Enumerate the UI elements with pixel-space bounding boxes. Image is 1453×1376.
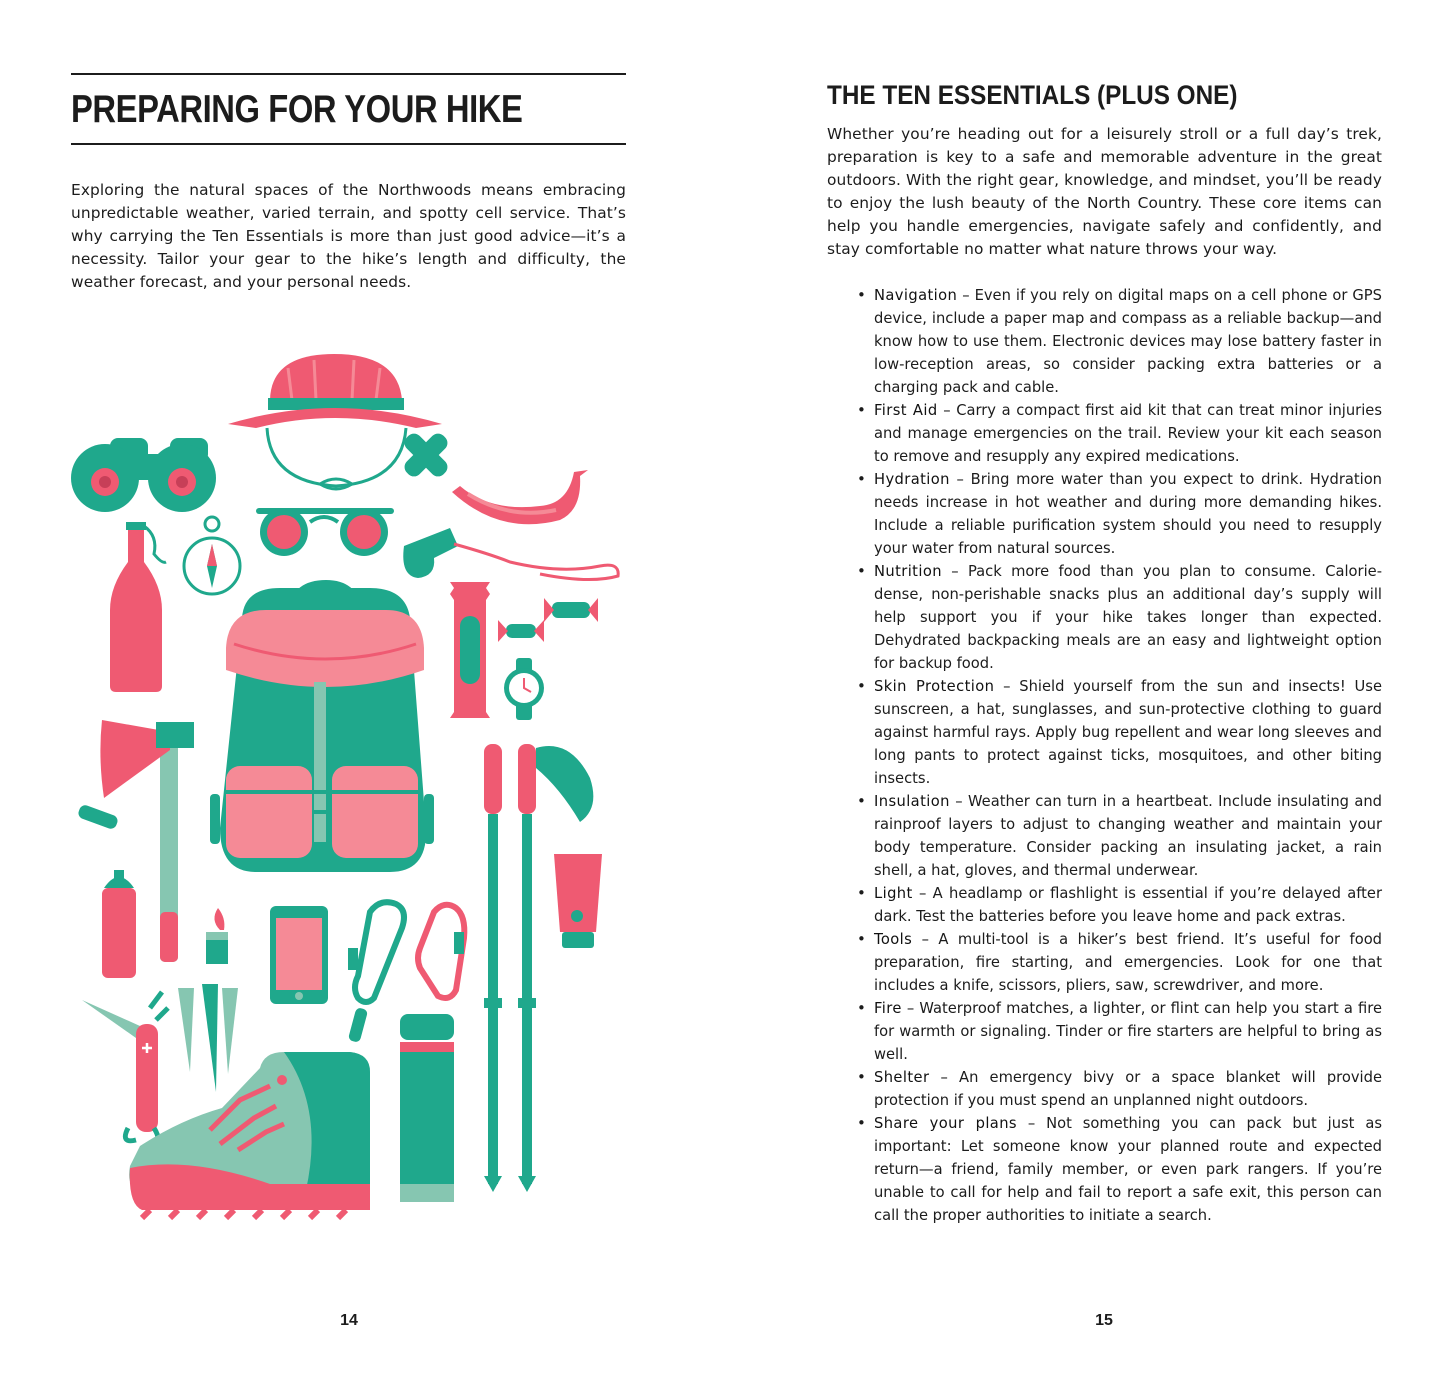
list-item [874,882,1382,928]
boot-icon [129,1052,370,1218]
item-term: Navigation [874,287,958,304]
item-text: – A multi-tool is a hiker’s best friend. It’s useful for food preparation, fire starting, and emergencies. Look for one that includes a knife, scissors, pliers, saw, screwdriver, and more. [874,931,1382,994]
compass-icon [184,517,240,594]
item-text: – A headlamp or flashlight is essential if you’re delayed after dark. Test the batteries before you leave home and pack extras. [874,885,1382,925]
item-text: – Not something you can pack but just as important: Let someone know your planned route and expected return—a friend, family member, or even park rangers. If you’re unable to call for help and fail to report a safe exit, this person can call the proper authorities to initiate a search. [874,1115,1382,1224]
list-item [874,790,1382,882]
title-rule-bottom [71,143,626,145]
list-item [874,560,1382,675]
item-text: – Carry a compact first aid kit that can treat minor injuries and manage emergencies on the trail. Review your kit each season to remove and resupply any expired medications. [874,402,1382,465]
essentials-list [874,284,1382,1227]
item-term: Insulation [874,793,950,810]
page-title: PREPARING FOR YOUR HIKE [71,88,523,131]
item-text: – An emergency bivy or a space blanket will provide protection if you must spend an unplanned night outdoors. [874,1069,1382,1109]
item-term: Skin Protection [874,678,995,695]
lighter-icon [206,908,228,964]
watch-icon [504,658,544,720]
phone-icon [270,906,328,1004]
banana-icon [452,470,588,524]
item-term: Fire [874,1000,902,1017]
spray-can-icon [102,870,136,978]
item-term: Shelter [874,1069,930,1086]
page-number: 14 [340,1312,358,1329]
whistle-icon [403,528,618,580]
list-item [874,928,1382,997]
snack-bar-icon [450,582,490,718]
item-term: Nutrition [874,563,942,580]
pocket-knife-icon [82,992,168,1148]
item-text: – Waterproof matches, a lighter, or flint can help you start a fire for warmth or signaling. Tinder or fire starters are helpful to bring as well. [874,1000,1382,1063]
item-term: Tools [874,931,913,948]
list-item [874,284,1382,399]
section-title: THE TEN ESSENTIALS (PLUS ONE) [827,80,1238,110]
hiking-gear-illustration [70,348,630,1228]
sunglasses-icon [256,508,394,556]
carabiner-icon [348,902,464,1002]
item-term: Hydration [874,471,950,488]
item-term: Light [874,885,913,902]
binoculars-icon [71,438,216,512]
list-item [874,1112,1382,1227]
item-text: – Bring more water than you expect to drink. Hydration needs increase in hot weather and during more demanding hikes. Include a reliable purification system should you need to resupply your water from natural sources. [874,471,1382,557]
item-text: – Pack more food than you plan to consume. Calorie-dense, non-perishable snacks plus an additional day’s supply will help support you if your hike takes longer than expected. Dehydrated backpacking meals are an easy and lightweight option for backup food. [874,563,1382,672]
thermos-icon [400,1014,454,1202]
intro-paragraph: Exploring the natural spaces of the Northwoods means embracing unpredictable weather, varied terrain, and spotty cell service. That’s why carrying the Ten Essentials is more than just good advice—it’s a necessity. Tailor your gear to the hike’s length and difficulty, the weather forecast, and your personal needs. [71,181,626,291]
trekking-poles-icon [484,744,593,1192]
item-term: First Aid [874,402,938,419]
section-intro: Whether you’re heading out for a leisurely stroll or a full day’s trek, preparation is key to a safe and memorable adventure in the great outdoors. With the right gear, knowledge, and mindset, you’ll be ready to enjoy the lush beauty of the North Country. These core items can help you handle emergencies, navigate safely and confidently, and stay comfortable no matter what nature throws your way. [827,125,1382,258]
sunscreen-tube-icon [554,854,602,948]
bottle-icon [110,522,166,692]
list-item [874,997,1382,1066]
item-text: – Shield yourself from the sun and insects! Use sunscreen, a hat, sunglasses, and sun-protective clothing to guard against harmful rays. Apply bug repellent and wear long sleeves and long pants to protect against ticks, mosquitoes, and other biting insects. [874,678,1382,787]
left-page [0,0,726,1376]
page-number: 15 [1095,1312,1113,1329]
title-rule-top [71,73,626,75]
candy-icon [498,598,598,642]
bandage-icon [401,430,450,479]
list-item [874,1066,1382,1112]
item-text: – Weather can turn in a heartbeat. Include insulating and rainproof layers to adjust to changing weather and maintain your body temperature. Consider packing an insulating jacket, a rain shell, a hat, gloves, and thermal underwear. [874,793,1382,879]
list-item [874,675,1382,790]
item-term: Share your plans [874,1115,1017,1132]
backpack-icon [210,584,434,872]
right-page [726,0,1453,1376]
list-item [874,399,1382,468]
item-text: – Even if you rely on digital maps on a cell phone or GPS device, include a paper map and compass as a reliable backup—and know how to use them. Electronic devices may lose battery faster in low-reception areas, so consider packing extra batteries or a charging pack and cable. [874,287,1382,396]
list-item [874,468,1382,560]
